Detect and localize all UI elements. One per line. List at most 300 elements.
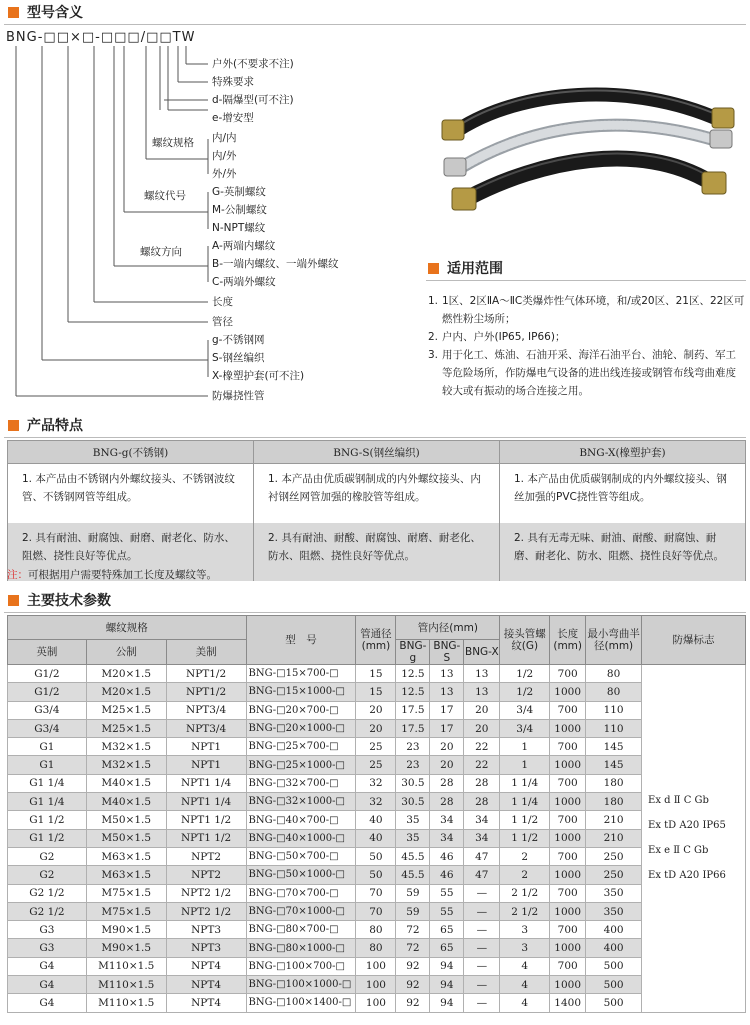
table-cell: 25 [356, 756, 396, 774]
table-cell: G2 1/2 [8, 884, 87, 902]
table-cell: G3/4 [8, 701, 87, 719]
table-cell: 700 [550, 774, 586, 792]
features-header: BNG-X(橡塑护套) [500, 441, 746, 464]
section-marker-icon [8, 7, 19, 18]
table-row [8, 994, 746, 1012]
table-row [8, 701, 746, 719]
table-cell: 2 [500, 847, 550, 865]
table-cell: G2 [8, 866, 87, 884]
table-cell: BNG-□80×1000-□ [246, 939, 356, 957]
divider [4, 612, 746, 613]
table-row [8, 756, 746, 774]
table-cell: M32×1.5 [86, 738, 166, 756]
table-cell: 1400 [550, 994, 586, 1012]
table-cell: 50 [356, 847, 396, 865]
explosion-mark: Ex e Ⅱ C Gb [648, 845, 709, 857]
table-cell: NPT3 [166, 921, 246, 939]
explosion-mark: Ex d Ⅱ C Gb [648, 795, 709, 807]
table-cell: G2 [8, 847, 87, 865]
table-cell: BNG-□32×1000-□ [246, 793, 356, 811]
label-a-dir: A-两端内螺纹 [212, 240, 276, 252]
table-cell: G4 [8, 957, 87, 975]
table-cell: M63×1.5 [86, 866, 166, 884]
table-cell: 59 [396, 884, 430, 902]
table-cell: 350 [586, 902, 642, 920]
table-cell: M75×1.5 [86, 884, 166, 902]
table-cell: 17 [430, 719, 464, 737]
table-cell: 70 [356, 884, 396, 902]
list-item: 3. 用于化工、炼油、石油开采、海洋石油平台、油轮、制药、军工等危险场所，作防爆电气设备的进出线连接或钢管布线弯曲难度较大或有振动的场合连接之用。 [428, 349, 736, 397]
table-row [8, 921, 746, 939]
table-cell: M25×1.5 [86, 701, 166, 719]
table-row [8, 976, 746, 994]
table-cell: G1 1/2 [8, 829, 87, 847]
table-cell: BNG-□70×1000-□ [246, 902, 356, 920]
features-table [7, 440, 746, 582]
label-g-steel: g-不锈钢网 [212, 334, 265, 346]
section-title-params: 主要技术参数 [8, 590, 111, 610]
table-cell: 94 [430, 994, 464, 1012]
label-increased: e-增安型 [212, 112, 254, 124]
table-cell: 13 [430, 665, 464, 683]
table-cell: 23 [396, 738, 430, 756]
table-cell: NPT1 1/4 [166, 774, 246, 792]
label-outdoor: 户外(不要求不注) [212, 58, 294, 70]
table-cell: NPT1/2 [166, 665, 246, 683]
table-cell: 30.5 [396, 774, 430, 792]
table-row [8, 683, 746, 701]
table-cell: 32 [356, 793, 396, 811]
table-cell: BNG-□20×1000-□ [246, 719, 356, 737]
table-cell: 110 [586, 719, 642, 737]
label-n-thread: N-NPT螺纹 [212, 222, 266, 234]
table-cell: 1 [500, 738, 550, 756]
table-cell: 700 [550, 957, 586, 975]
table-cell: 180 [586, 793, 642, 811]
table-cell: BNG-□100×700-□ [246, 957, 356, 975]
table-cell: BNG-□25×1000-□ [246, 756, 356, 774]
table-cell: 4 [500, 994, 550, 1012]
table-cell: 350 [586, 884, 642, 902]
header-metric: 公制 [86, 640, 166, 665]
table-cell: 2 [500, 866, 550, 884]
section-marker-icon [8, 420, 19, 431]
table-cell: NPT1 1/2 [166, 829, 246, 847]
header-length: 长度(mm) [550, 616, 586, 665]
table-cell: NPT4 [166, 994, 246, 1012]
label-diameter: 管径 [212, 316, 233, 328]
label-thread-code: 螺纹代号 [144, 190, 186, 202]
table-cell: 80 [356, 939, 396, 957]
table-cell: M90×1.5 [86, 939, 166, 957]
explosion-mark: Ex tD A20 IP65 [648, 820, 726, 832]
features-header: BNG-S(钢丝编织) [254, 441, 500, 464]
header-mark: 防爆标志 [642, 616, 746, 665]
table-cell: G1/2 [8, 683, 87, 701]
table-cell: NPT3/4 [166, 701, 246, 719]
table-cell: M110×1.5 [86, 994, 166, 1012]
table-cell: M75×1.5 [86, 902, 166, 920]
table-cell: NPT4 [166, 957, 246, 975]
table-cell: 22 [464, 738, 500, 756]
table-row [8, 811, 746, 829]
table-cell: 23 [396, 756, 430, 774]
table-cell: 4 [500, 957, 550, 975]
params-table [7, 615, 746, 1013]
table-cell: 1 1/4 [500, 793, 550, 811]
table-cell: 2 1/2 [500, 884, 550, 902]
table-cell: 1 1/2 [500, 829, 550, 847]
table-cell: 700 [550, 921, 586, 939]
label-inner-outer: 内/外 [212, 150, 237, 162]
table-cell: 28 [430, 793, 464, 811]
params-table-body [8, 665, 746, 1013]
table-cell: 500 [586, 957, 642, 975]
explosion-mark: Ex tD A20 IP66 [648, 870, 726, 882]
table-cell: 72 [396, 939, 430, 957]
table-cell: NPT1 [166, 738, 246, 756]
table-cell: NPT1/2 [166, 683, 246, 701]
table-cell: 145 [586, 738, 642, 756]
application-list [428, 292, 746, 400]
table-cell: — [464, 921, 500, 939]
table-cell: NPT2 1/2 [166, 884, 246, 902]
table-cell: M20×1.5 [86, 683, 166, 701]
table-cell: 80 [356, 921, 396, 939]
table-cell: 15 [356, 683, 396, 701]
table-cell: M32×1.5 [86, 756, 166, 774]
table-cell: G1 1/4 [8, 793, 87, 811]
table-cell: M110×1.5 [86, 976, 166, 994]
table-row [8, 847, 746, 865]
table-cell: BNG-□40×700-□ [246, 811, 356, 829]
table-cell: 700 [550, 811, 586, 829]
table-cell: 13 [464, 683, 500, 701]
table-cell: 94 [430, 976, 464, 994]
section-marker-icon [428, 263, 439, 274]
table-cell: 20 [464, 719, 500, 737]
label-c-dir: C-两端外螺纹 [212, 276, 276, 288]
features-cell: 1. 本产品由优质碳钢制成的内外螺纹接头、钢丝加强的PVC挠性管等组成。 [500, 464, 746, 523]
table-cell: — [464, 902, 500, 920]
table-cell: NPT2 [166, 866, 246, 884]
table-cell: 100 [356, 957, 396, 975]
table-cell: 34 [464, 811, 500, 829]
header-imperial: 英制 [8, 640, 87, 665]
table-cell: 3 [500, 939, 550, 957]
table-cell: 12.5 [396, 683, 430, 701]
table-cell: 13 [464, 665, 500, 683]
table-cell: M40×1.5 [86, 774, 166, 792]
section-marker-icon [8, 595, 19, 606]
table-cell: 15 [356, 665, 396, 683]
divider [4, 437, 746, 438]
table-cell: 145 [586, 756, 642, 774]
table-cell: G4 [8, 994, 87, 1012]
features-header: BNG-g(不锈钢) [8, 441, 254, 464]
table-cell: 35 [396, 811, 430, 829]
header-american: 美制 [166, 640, 246, 665]
table-cell: G3 [8, 921, 87, 939]
table-cell: 4 [500, 976, 550, 994]
table-cell: M90×1.5 [86, 921, 166, 939]
label-thread-spec: 螺纹规格 [152, 137, 194, 149]
table-cell: NPT1 [166, 756, 246, 774]
header-inner-dia: 管内径(mm) [396, 616, 500, 640]
table-cell: G4 [8, 976, 87, 994]
table-cell: 70 [356, 902, 396, 920]
table-cell: 700 [550, 847, 586, 865]
table-cell: 94 [430, 957, 464, 975]
table-cell: 25 [356, 738, 396, 756]
header-model: 型 号 [246, 616, 356, 665]
table-cell: 20 [356, 719, 396, 737]
header-joint: 接头管螺纹(G) [500, 616, 550, 665]
table-cell: 700 [550, 738, 586, 756]
table-cell: 22 [464, 756, 500, 774]
list-item: 1. 1区、2区ⅡA～ⅡC类爆炸性气体环境，和/或20区、21区、22区可燃性粉尘场所； [428, 295, 745, 325]
label-x-rubber: X-橡塑护套(可不注) [212, 370, 305, 382]
table-cell: G3 [8, 939, 87, 957]
table-cell: 35 [396, 829, 430, 847]
model-code-diagram [0, 24, 420, 409]
features-cell: 1. 本产品由不锈钢内外螺纹接头、不锈钢波纹管、不锈钢网管等组成。 [8, 464, 254, 523]
table-cell: BNG-□25×700-□ [246, 738, 356, 756]
table-cell: 17.5 [396, 701, 430, 719]
table-row [8, 719, 746, 737]
table-cell: 47 [464, 866, 500, 884]
table-row [8, 866, 746, 884]
table-cell: 45.5 [396, 847, 430, 865]
table-cell: G1 1/2 [8, 811, 87, 829]
table-cell: M25×1.5 [86, 719, 166, 737]
table-cell: 34 [430, 829, 464, 847]
table-cell: 1000 [550, 976, 586, 994]
features-note: 注：可根据用户需要特殊加工长度及螺纹等。 [7, 569, 217, 581]
section-title-code-meaning: 型号含义 [8, 2, 83, 22]
label-g-thread: G-英制螺纹 [212, 186, 266, 198]
table-cell: 55 [430, 902, 464, 920]
table-cell: BNG-□20×700-□ [246, 701, 356, 719]
table-cell: 12.5 [396, 665, 430, 683]
table-cell: 1 1/4 [500, 774, 550, 792]
table-cell: 55 [430, 884, 464, 902]
table-cell: 65 [430, 939, 464, 957]
table-cell: 210 [586, 811, 642, 829]
table-cell: — [464, 976, 500, 994]
table-cell: 65 [430, 921, 464, 939]
table-cell: 100 [356, 976, 396, 994]
table-cell: BNG-□70×700-□ [246, 884, 356, 902]
table-cell: 17 [430, 701, 464, 719]
label-m-thread: M-公制螺纹 [212, 204, 267, 216]
label-b-dir: B-一端内螺纹、一端外螺纹 [212, 258, 339, 270]
table-row [8, 774, 746, 792]
table-cell: 34 [430, 811, 464, 829]
label-outer-outer: 外/外 [212, 168, 237, 180]
table-cell: 40 [356, 829, 396, 847]
table-cell: G2 1/2 [8, 902, 87, 920]
table-cell: G1 [8, 756, 87, 774]
table-cell: 500 [586, 976, 642, 994]
features-cell: 2. 具有无毒无味、耐油、耐酸、耐腐蚀、耐磨、耐老化、防水、阻燃、挠性良好等优点。 [500, 523, 746, 582]
header-bend: 最小弯曲半径(mm) [586, 616, 642, 665]
hose-product-image [430, 60, 742, 240]
table-cell: 20 [430, 738, 464, 756]
table-cell: 32 [356, 774, 396, 792]
table-cell: 1000 [550, 793, 586, 811]
table-cell: 1000 [550, 719, 586, 737]
table-cell: BNG-□50×700-□ [246, 847, 356, 865]
table-cell: M63×1.5 [86, 847, 166, 865]
table-cell: NPT3 [166, 939, 246, 957]
table-cell: BNG-□32×700-□ [246, 774, 356, 792]
diagram-lines [0, 24, 420, 409]
table-cell: 92 [396, 957, 430, 975]
table-cell: G1 [8, 738, 87, 756]
table-cell: M50×1.5 [86, 829, 166, 847]
table-cell: NPT1 1/2 [166, 811, 246, 829]
table-cell: G1/2 [8, 665, 87, 683]
table-cell: NPT3/4 [166, 719, 246, 737]
header-bore: 管通径(mm) [356, 616, 396, 665]
table-cell: NPT2 [166, 847, 246, 865]
table-cell: BNG-□40×1000-□ [246, 829, 356, 847]
table-cell: 700 [550, 884, 586, 902]
table-row [8, 665, 746, 683]
table-cell: BNG-□80×700-□ [246, 921, 356, 939]
table-cell: 28 [464, 774, 500, 792]
table-cell: G3/4 [8, 719, 87, 737]
table-cell: 46 [430, 866, 464, 884]
table-cell: BNG-□100×1000-□ [246, 976, 356, 994]
table-row [8, 884, 746, 902]
label-inner-inner: 内/内 [212, 132, 237, 144]
label-special: 特殊要求 [212, 76, 254, 88]
table-cell: 1000 [550, 829, 586, 847]
table-cell: 700 [550, 701, 586, 719]
table-cell: 1 [500, 756, 550, 774]
table-cell: 110 [586, 701, 642, 719]
table-cell: — [464, 939, 500, 957]
table-cell: 28 [464, 793, 500, 811]
table-cell: 40 [356, 811, 396, 829]
label-length: 长度 [212, 296, 233, 308]
table-cell: 3 [500, 921, 550, 939]
header-x: BNG-X [464, 640, 500, 665]
table-cell: 20 [356, 701, 396, 719]
features-cell: 2. 具有耐油、耐酸、耐腐蚀、耐磨、耐老化、防水、阻燃、挠性良好等优点。 [254, 523, 500, 582]
table-cell: NPT2 1/2 [166, 902, 246, 920]
table-cell: 1/2 [500, 665, 550, 683]
table-cell: BNG-□50×1000-□ [246, 866, 356, 884]
table-cell: 30.5 [396, 793, 430, 811]
table-cell: M40×1.5 [86, 793, 166, 811]
table-cell: 50 [356, 866, 396, 884]
table-row [8, 829, 746, 847]
features-cell: 1. 本产品由优质碳钢制成的内外螺纹接头、内衬钢丝网管加强的橡胶管等组成。 [254, 464, 500, 523]
code-string: BNG-□□×□-□□□/□□TW [6, 30, 196, 45]
table-cell: 72 [396, 921, 430, 939]
label-hose: 防爆挠性管 [212, 390, 265, 402]
table-cell: 20 [430, 756, 464, 774]
table-cell: 500 [586, 994, 642, 1012]
table-cell: 100 [356, 994, 396, 1012]
table-cell: NPT1 1/4 [166, 793, 246, 811]
table-cell: 400 [586, 921, 642, 939]
table-cell: 180 [586, 774, 642, 792]
table-cell: 17.5 [396, 719, 430, 737]
table-cell: 1000 [550, 939, 586, 957]
table-cell: NPT4 [166, 976, 246, 994]
table-cell: 59 [396, 902, 430, 920]
table-cell: 45.5 [396, 866, 430, 884]
label-thread-dir: 螺纹方向 [140, 246, 182, 258]
table-row [8, 793, 746, 811]
table-cell: 1 1/2 [500, 811, 550, 829]
table-cell: M110×1.5 [86, 957, 166, 975]
table-cell: 3/4 [500, 719, 550, 737]
table-cell: G1 1/4 [8, 774, 87, 792]
table-cell: M50×1.5 [86, 811, 166, 829]
table-cell: 2 1/2 [500, 902, 550, 920]
section-title-application: 适用范围 [428, 258, 503, 278]
table-cell: BNG-□15×1000-□ [246, 683, 356, 701]
table-row [8, 939, 746, 957]
table-cell: 80 [586, 683, 642, 701]
table-cell: 210 [586, 829, 642, 847]
table-cell: M20×1.5 [86, 665, 166, 683]
table-cell: — [464, 884, 500, 902]
label-s-braid: S-钢丝编织 [212, 352, 265, 364]
table-row [8, 957, 746, 975]
label-flameproof: d-隔爆型(可不注) [212, 94, 294, 106]
explosion-mark-cell [642, 665, 746, 1013]
table-cell: 92 [396, 976, 430, 994]
table-cell: 46 [430, 847, 464, 865]
table-cell: 92 [396, 994, 430, 1012]
header-s: BNG-S [430, 640, 464, 665]
features-cell: 2. 具有耐油、耐腐蚀、耐磨、耐老化、防水、阻燃、挠性良好等优点。 [8, 523, 254, 582]
table-cell: BNG-□15×700-□ [246, 665, 356, 683]
table-cell: 20 [464, 701, 500, 719]
table-cell: BNG-□100×1400-□ [246, 994, 356, 1012]
table-cell: 3/4 [500, 701, 550, 719]
table-cell: 28 [430, 774, 464, 792]
table-cell: 1000 [550, 683, 586, 701]
table-cell: 1000 [550, 866, 586, 884]
table-cell: 80 [586, 665, 642, 683]
table-cell: 250 [586, 847, 642, 865]
table-cell: 1000 [550, 902, 586, 920]
list-item: 2. 户内、户外(IP65, IP66)； [428, 331, 566, 343]
table-cell: 700 [550, 665, 586, 683]
table-row [8, 738, 746, 756]
table-cell: — [464, 994, 500, 1012]
table-cell: 250 [586, 866, 642, 884]
header-thread-spec: 螺纹规格 [8, 616, 247, 640]
table-cell: 47 [464, 847, 500, 865]
table-cell: 1000 [550, 756, 586, 774]
table-cell: 1/2 [500, 683, 550, 701]
table-cell: — [464, 957, 500, 975]
table-cell: 400 [586, 939, 642, 957]
header-g: BNG-g [396, 640, 430, 665]
table-cell: 34 [464, 829, 500, 847]
section-title-features: 产品特点 [8, 415, 83, 435]
table-cell: 13 [430, 683, 464, 701]
table-row [8, 902, 746, 920]
